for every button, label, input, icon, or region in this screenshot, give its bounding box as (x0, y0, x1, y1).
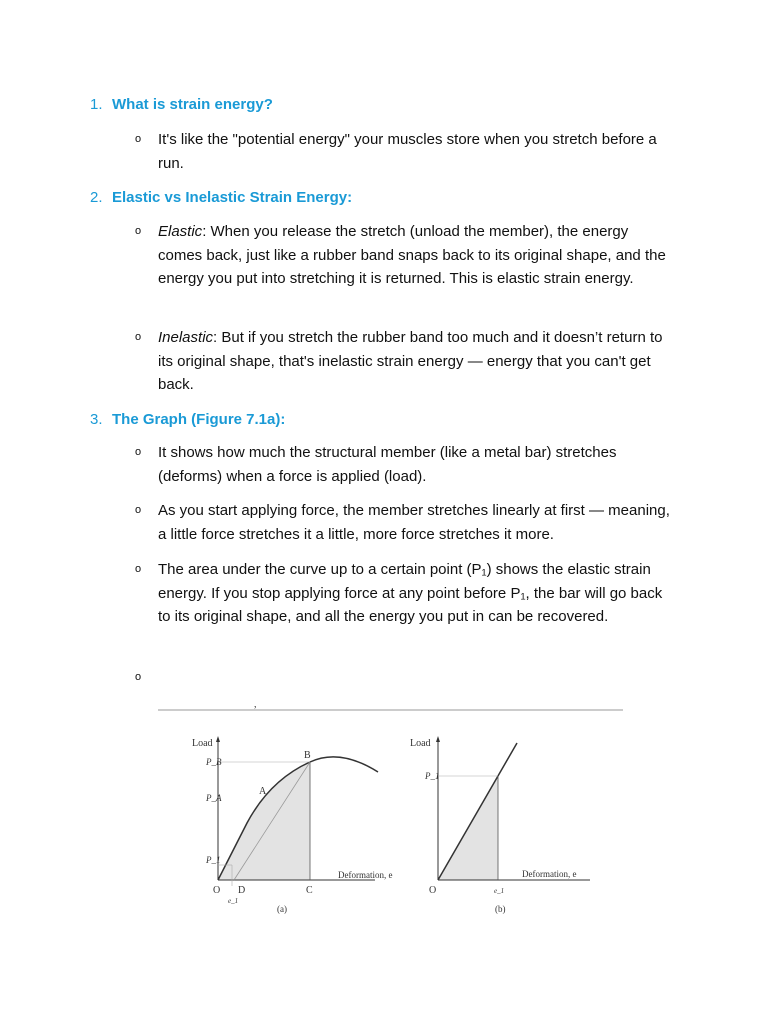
panel-a-label-pb: P_B (206, 757, 222, 767)
bullet-mark: o (135, 563, 142, 575)
panel-a-point-a: A (259, 786, 267, 797)
section-1-heading (90, 96, 273, 113)
panel-a-deformation-label: Deformation, e (338, 870, 393, 880)
panel-a-shaded-area (218, 762, 310, 880)
panel-a-label-p1: P_1 (206, 855, 221, 865)
bullet-text (158, 220, 675, 291)
bullet-mark: o (135, 446, 142, 458)
bullet-text: It shows how much the structural member (like a metal bar) stretches (deforms) when a force is applied (load). (158, 444, 617, 485)
list-item (135, 441, 675, 488)
list-item (135, 558, 675, 629)
bullet-text (158, 326, 675, 397)
bullet-mark: o (135, 331, 142, 343)
panel-a-e1-label: e_1 (228, 897, 239, 905)
panel-b-label-p1: P_1 (425, 771, 440, 781)
panel-a-origin: O (213, 885, 221, 896)
panel-b-y-arrow (436, 736, 440, 742)
panel-a-caption: (a) (277, 904, 287, 914)
section-2-number: 2. (90, 189, 103, 206)
section-3-title: The Graph (Figure 7.1a): (112, 411, 286, 428)
term-inelastic: Inelastic (158, 329, 214, 346)
panel-b-origin: O (429, 885, 437, 896)
bullet-mark: o (135, 225, 142, 237)
panel-b-e1-label: e_1 (494, 887, 505, 895)
section-1-title: What is strain energy? (112, 96, 273, 113)
bullet-mark: o (135, 671, 142, 683)
bullet-mark: o (135, 133, 142, 145)
bullet-mark: o (135, 504, 142, 516)
term-elastic: Elastic (158, 223, 203, 240)
figure-load-deformation (150, 700, 630, 930)
panel-a-point-d: D (238, 885, 246, 896)
list-item (135, 326, 675, 397)
panel-b-deformation-label: Deformation, e (522, 869, 577, 879)
panel-a (192, 736, 392, 914)
panel-b (410, 736, 590, 914)
panel-a-point-b: B (304, 750, 311, 761)
list-item (135, 499, 675, 546)
bullet-text: As you start applying force, the member stretches linearly at first — meaning, a little force stretches it a little, more force stretches it more. (158, 502, 670, 543)
section-3-number: 3. (90, 411, 103, 428)
panel-b-load-label: Load (410, 738, 431, 749)
inelastic-description: : But if you stretch the rubber band too much and it doesn’t return to its original shape, that's inelastic strain energy — energy that you can't get back. (158, 329, 663, 393)
bullet-text: It's like the "potential energy" your muscles store when you stretch before a run. (158, 131, 657, 172)
panel-b-caption: (b) (495, 904, 506, 914)
panel-a-load-label: Load (192, 738, 213, 749)
panel-a-y-arrow (216, 736, 220, 742)
section-3-heading (90, 411, 285, 428)
stray-mark: , (254, 700, 257, 710)
elastic-description: : When you release the stretch (unload the member), the energy comes back, just like a rubber band snaps back to its original shape, and the energy you put into stretching it is returned. This is elastic strain energy. (158, 223, 666, 287)
bullet-text: The area under the curve up to a certain point (P₁) shows the elastic strain energy. If you stop applying force at any point before P₁, the bar will go back to its original shape, and all the energy you put in can be recovered. (158, 561, 663, 625)
section-1-number: 1. (90, 96, 103, 113)
panel-a-point-c: C (306, 885, 313, 896)
list-item (135, 128, 675, 175)
section-2-title: Elastic vs Inelastic Strain Energy: (112, 189, 353, 206)
panel-a-label-pa: P_A (206, 793, 222, 803)
list-item (135, 220, 675, 291)
section-2-heading (90, 189, 352, 206)
